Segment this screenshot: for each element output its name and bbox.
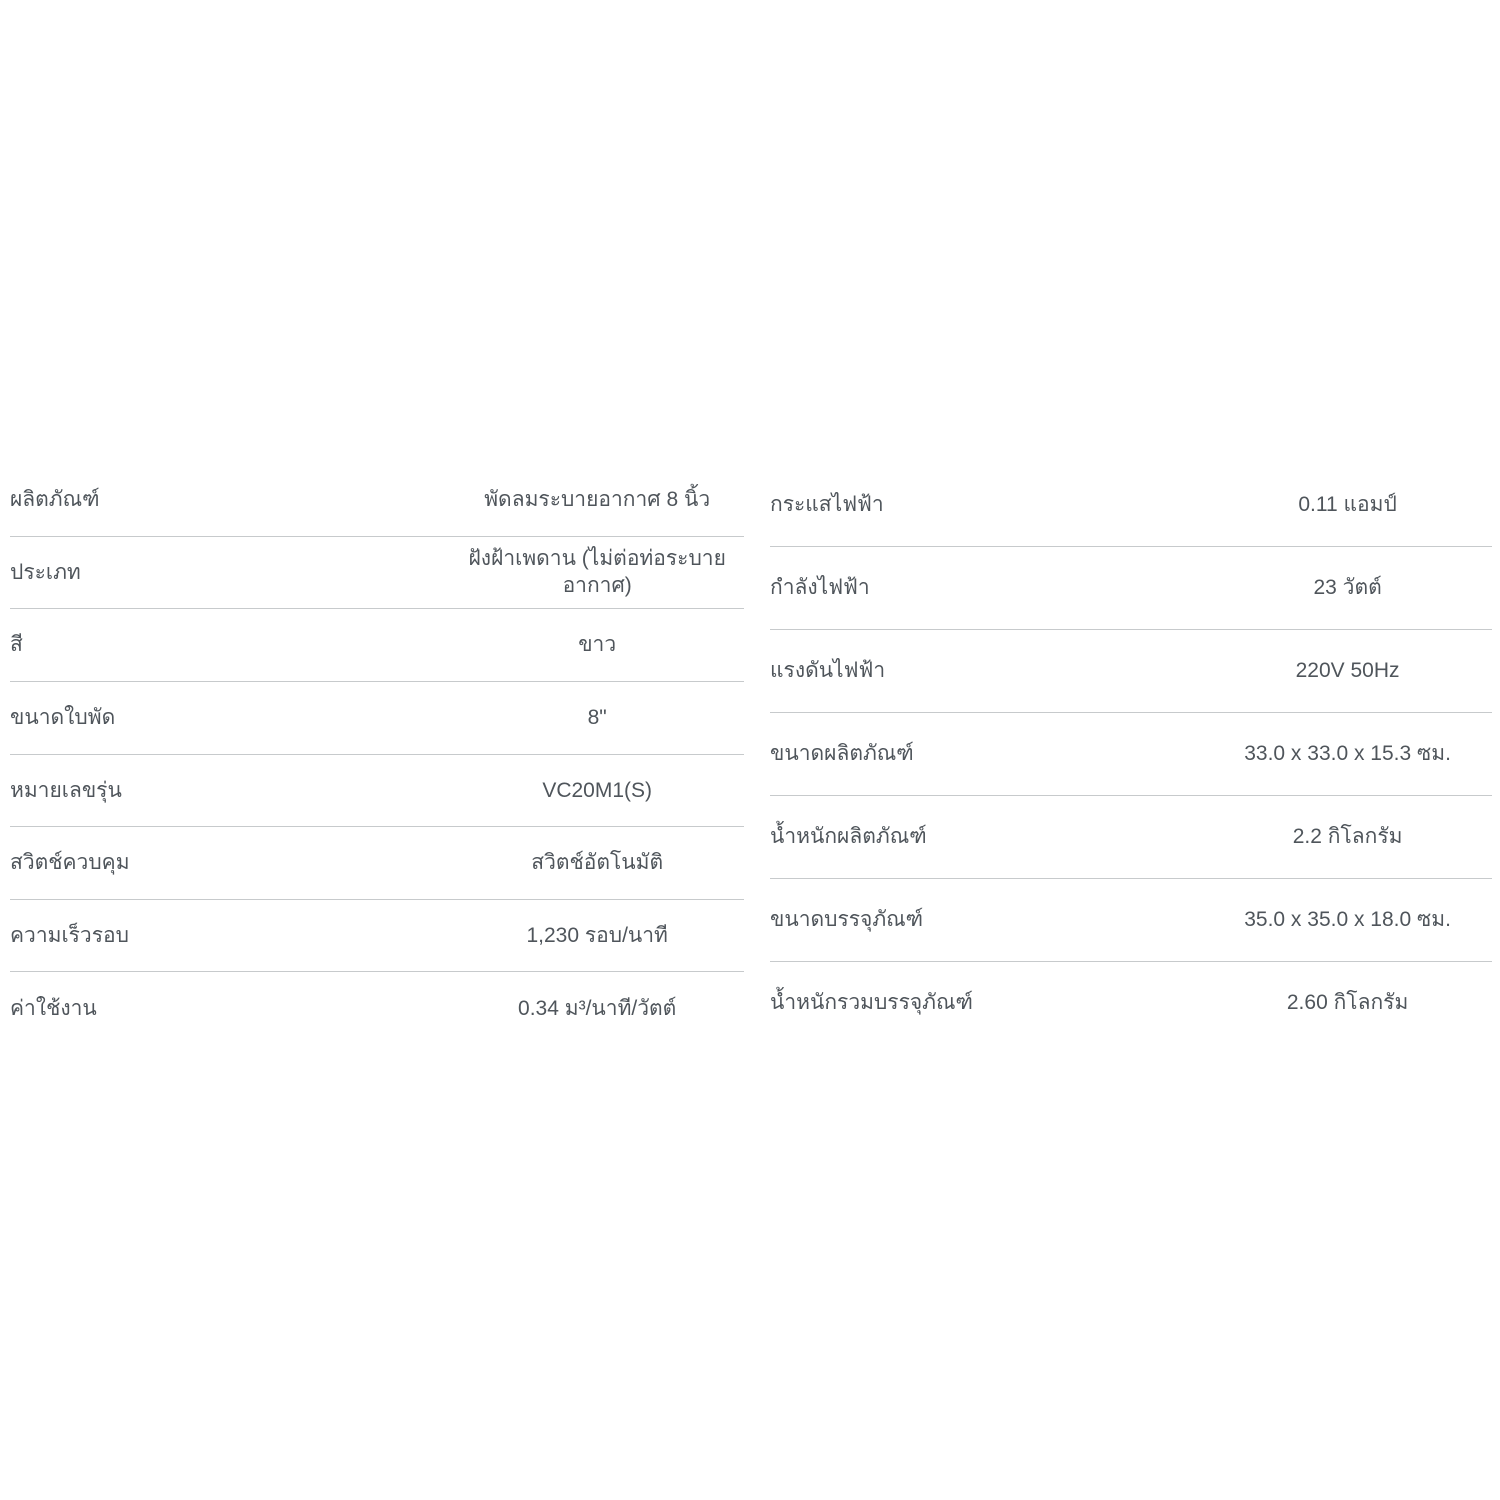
spec-label: ขนาดบรรจุภัณฑ์ <box>770 908 924 932</box>
spec-value: 2.2 กิโลกรัม <box>1292 825 1403 849</box>
spec-value: พัดลมระบายอากาศ 8 นิ้ว <box>484 488 711 512</box>
spec-row-power <box>770 546 1492 629</box>
spec-label: ขนาดใบพัด <box>10 706 116 730</box>
spec-label: กำลังไฟฟ้า <box>770 576 870 600</box>
spec-label: กระแสไฟฟ้า <box>770 493 884 517</box>
spec-label: ความเร็วรอบ <box>10 923 129 947</box>
spec-value: 23 วัตต์ <box>1313 576 1382 600</box>
spec-row-rotation-speed <box>10 899 744 972</box>
spec-label: ค่าใช้งาน <box>10 996 97 1020</box>
spec-value: ฝังฝ้าเพดาน (ไม่ต่อท่อระบายอากาศ) <box>468 547 726 598</box>
spec-label: แรงดันไฟฟ้า <box>770 659 886 683</box>
spec-value: สวิตช์อัตโนมัติ <box>531 851 664 875</box>
spec-row-product-dimensions <box>770 712 1492 795</box>
spec-value: ขาว <box>578 633 617 657</box>
spec-table-electrical <box>770 464 1492 1044</box>
spec-row-product <box>10 464 744 536</box>
spec-label: สวิตช์ควบคุม <box>10 851 130 875</box>
spec-row-voltage <box>770 629 1492 712</box>
spec-row-product-weight <box>770 795 1492 878</box>
spec-row-control-switch <box>10 826 744 899</box>
spec-label: ผลิตภัณฑ์ <box>10 488 100 512</box>
spec-label: น้ำหนักผลิตภัณฑ์ <box>770 825 927 849</box>
spec-value: 1,230 รอบ/นาที <box>526 923 668 947</box>
spec-row-package-dimensions <box>770 878 1492 961</box>
spec-value: VC20M1(S) <box>542 778 653 802</box>
spec-label: สี <box>10 633 23 657</box>
spec-row-gross-weight <box>770 961 1492 1044</box>
spec-row-blade-size <box>10 681 744 754</box>
spec-value: 220V 50Hz <box>1295 659 1400 683</box>
spec-label: หมายเลขรุ่น <box>10 778 122 802</box>
spec-value: 2.60 กิโลกรัม <box>1286 991 1409 1015</box>
spec-value: 0.34 ม³/นาที/วัตต์ <box>518 996 677 1020</box>
spec-value: 33.0 x 33.0 x 15.3 ซม. <box>1244 742 1451 766</box>
spec-label: น้ำหนักรวมบรรจุภัณฑ์ <box>770 991 973 1015</box>
spec-row-color <box>10 608 744 681</box>
spec-value: 8" <box>587 706 607 730</box>
spec-row-model-number <box>10 754 744 827</box>
spec-row-current <box>770 464 1492 546</box>
spec-label: ขนาดผลิตภัณฑ์ <box>770 742 914 766</box>
spec-table-general <box>10 464 744 1044</box>
spec-value: 0.11 แอมป์ <box>1298 493 1397 517</box>
spec-value: 35.0 x 35.0 x 18.0 ซม. <box>1244 908 1451 932</box>
spec-label: ประเภท <box>10 560 81 584</box>
spec-row-usage-rate <box>10 971 744 1044</box>
spec-row-type <box>10 536 744 609</box>
